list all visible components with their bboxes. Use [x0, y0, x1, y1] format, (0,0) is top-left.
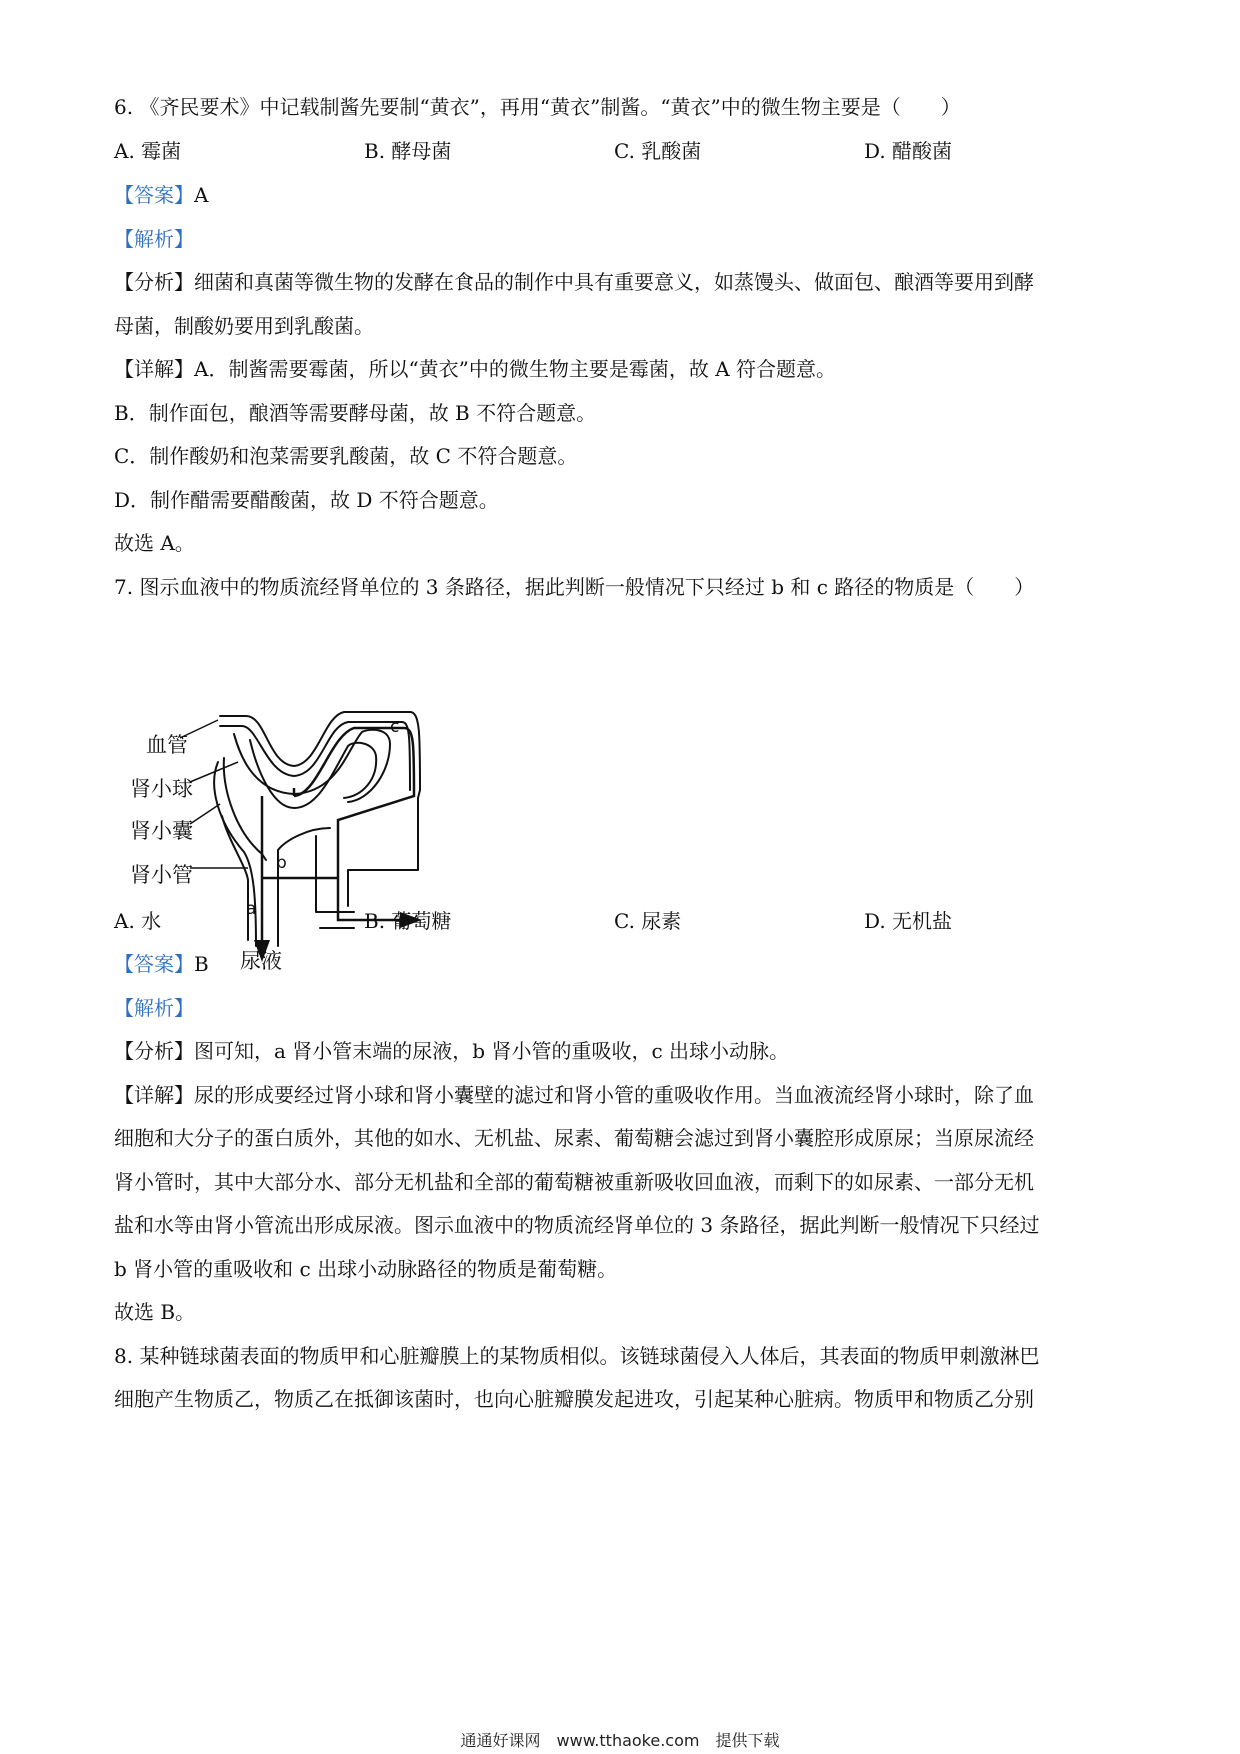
q6-options — [114, 137, 1114, 165]
q6-detail-line-4: D．制作醋需要醋酸菌，故 D 不符合题意。 — [114, 488, 499, 512]
q7-fenxi-line-1 — [114, 1037, 789, 1065]
page-footer: 通通好课网 www.tthaoke.com 提供下载 — [460, 1731, 780, 1750]
path-c-route — [294, 728, 414, 920]
q8-stem-line-1: 8. 某种链球菌表面的物质甲和心脏瓣膜上的某物质相似。该链球菌侵入人体后，其表面的物质甲刺激淋巴 — [114, 1344, 1040, 1368]
label-tubule: 肾小管 — [130, 863, 193, 887]
answer-tag: 【答案】 — [114, 952, 194, 976]
q7-option-c: C. 尿素 — [614, 909, 682, 933]
q8-stem-line-2: 细胞产生物质乙，物质乙在抵御该菌时，也向心脏瓣膜发起进攻，引起某种心脏病。物质甲和物质乙分别 — [114, 1387, 1034, 1411]
q7-analysis-tag: 【解析】 — [114, 996, 194, 1020]
xiangjie-text: 尿的形成要经过肾小球和肾小囊壁的滤过和肾小管的重吸收作用。当血液流经肾小球时，除了血 — [194, 1083, 1034, 1107]
answer-value: B — [194, 952, 209, 976]
xiangjie-tag: 【详解】 — [114, 1083, 194, 1107]
fenxi-text: 图可知，a 肾小管末端的尿液，b 肾小管的重吸收，c 出球小动脉。 — [194, 1039, 789, 1063]
q7-detail-line-1 — [114, 1081, 1034, 1109]
q6-detail-line-2: B．制作面包，酿酒等需要酵母菌，故 B 不符合题意。 — [114, 401, 597, 425]
q6-answer — [114, 181, 208, 209]
q6-detail-line-3: C．制作酸奶和泡菜需要乳酸菌，故 C 不符合题意。 — [114, 444, 578, 468]
q7-conclusion: 故选 B。 — [114, 1300, 196, 1324]
q6-option-d: D. 醋酸菌 — [864, 139, 953, 163]
xiangjie-tag: 【详解】 — [114, 357, 194, 381]
q7-option-b: B. 葡萄糖 — [364, 909, 452, 933]
answer-value: A — [194, 183, 209, 207]
q6-option-a: A. 霉菌 — [114, 139, 182, 163]
q7-option-d: D. 无机盐 — [864, 909, 953, 933]
q7-stem: 7. 图示血液中的物质流经肾单位的 3 条路径，据此判断一般情况下只经过 b 和 c 路径的物质是（ ） — [114, 575, 1035, 599]
leader-capsule — [190, 804, 220, 824]
q6-stem: 6. 《齐民要术》中记载制酱先要制“黄衣”，再用“黄衣”制酱。“黄衣”中的微生物主要是（ ） — [114, 95, 961, 119]
q6-detail-line-1 — [114, 355, 836, 383]
q6-fenxi-line-1 — [114, 268, 1034, 296]
q6-fenxi-line-2: 母菌，制酸奶要用到乳酸菌。 — [114, 314, 374, 338]
fenxi-text: 细菌和真菌等微生物的发酵在食品的制作中具有重要意义，如蒸馒头、做面包、酿酒等要用到酵 — [194, 270, 1034, 294]
q7-detail-line-2: 细胞和大分子的蛋白质外，其他的如水、无机盐、尿素、葡萄糖会滤过到肾小囊腔形成原尿；当原尿流经 — [114, 1126, 1034, 1150]
q7-option-a: A. 水 — [114, 909, 162, 933]
fenxi-tag: 【分析】 — [114, 1039, 194, 1063]
q7-options — [114, 907, 1114, 935]
q6-analysis-tag: 【解析】 — [114, 227, 194, 251]
answer-tag: 【答案】 — [114, 183, 194, 207]
label-path-a: a — [246, 899, 257, 919]
q7-detail-line-3: 肾小管时，其中大部分水、部分无机盐和全部的葡萄糖被重新吸收回血液，而剩下的如尿素、一部分无机 — [114, 1170, 1034, 1194]
q6-conclusion: 故选 A。 — [114, 531, 195, 555]
label-glomerulus: 肾小球 — [130, 777, 193, 801]
q6-option-c: C. 乳酸菌 — [614, 139, 702, 163]
q6-option-b: B. 酵母菌 — [364, 139, 452, 163]
xiangjie-text: A．制酱需要霉菌，所以“黄衣”中的微生物主要是霉菌，故 A 符合题意。 — [194, 357, 837, 381]
label-urine: 尿液 — [240, 949, 282, 972]
q7-answer — [114, 950, 209, 978]
glomerulus-coil-inner — [250, 740, 376, 808]
q7-detail-line-4: 盐和水等由肾小管流出形成尿液。图示血液中的物质流经肾单位的 3 条路径，据此判断一般情况下只经过 — [114, 1213, 1040, 1237]
label-path-b: b — [276, 853, 287, 873]
label-blood-vessel: 血管 — [146, 733, 188, 757]
q7-detail-line-5: b 肾小管的重吸收和 c 出球小动脉路径的物质是葡萄糖。 — [114, 1257, 618, 1281]
fenxi-tag: 【分析】 — [114, 270, 194, 294]
label-capsule: 肾小囊 — [130, 819, 193, 843]
label-path-c: c — [390, 717, 400, 737]
